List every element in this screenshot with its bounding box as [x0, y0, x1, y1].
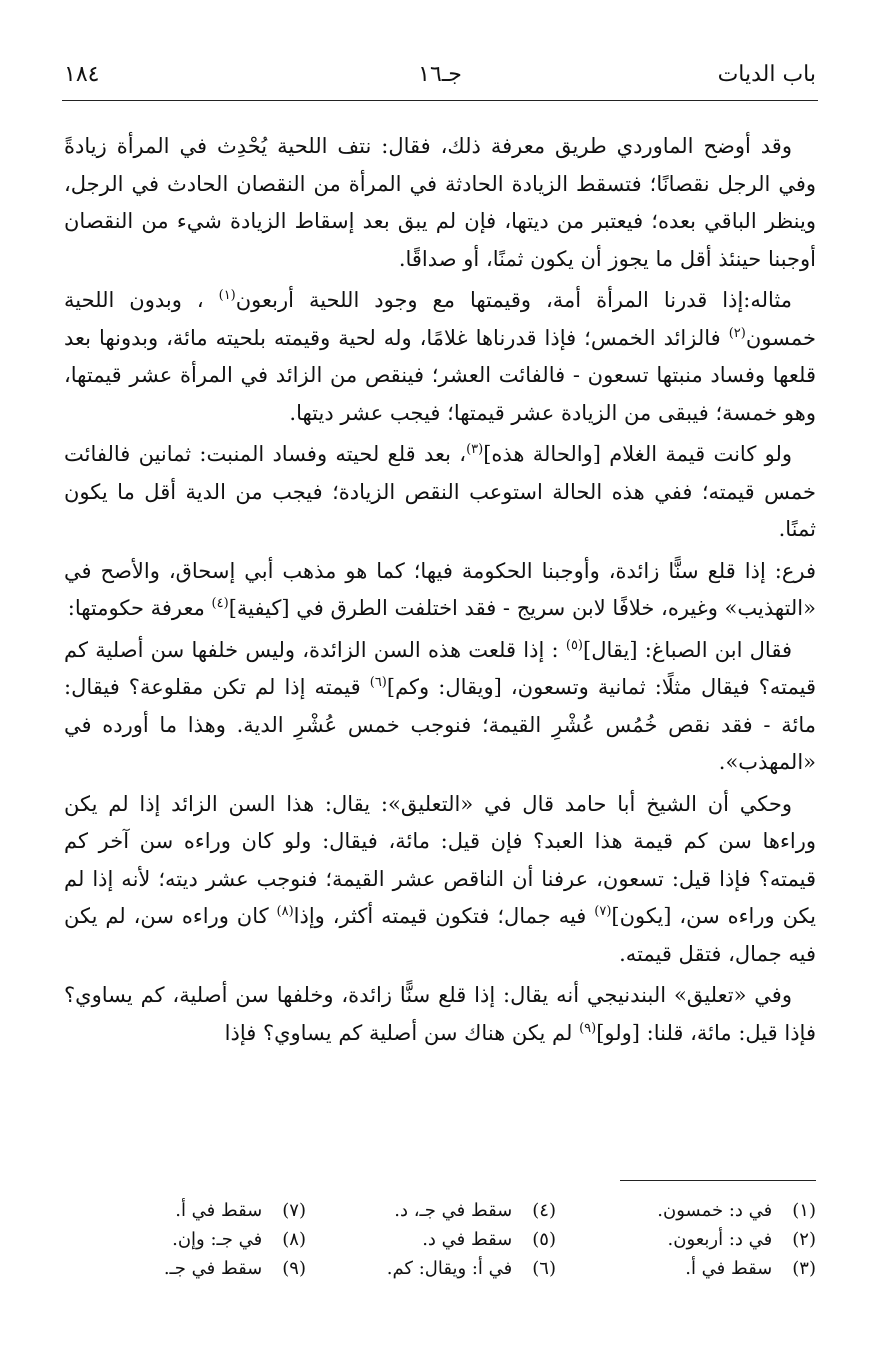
- paragraph: [64, 282, 816, 432]
- footnote-ref: (٩): [579, 1020, 597, 1036]
- text-run: معرفة حكومتها:: [67, 596, 212, 620]
- text-run: ، وبدون اللحية خمسون: [64, 288, 816, 350]
- text-run: قيمته إذا لم تكن مقلوعة؟ فيقال: مائة - فقد نقص خُمُس عُشْرِ القيمة؛ فنوجب خمس عُشْرِ الدية. وهذا ما أورده في «المهذب».: [64, 675, 816, 774]
- footnote-text: في د: أربعون.: [667, 1229, 773, 1250]
- text-run: ولو كانت قيمة الغلام [والحالة هذه]: [483, 442, 792, 466]
- footnote-ref: (٨): [276, 904, 294, 919]
- footnote-number: (٥): [532, 1229, 556, 1250]
- footnote-3: [586, 1254, 816, 1283]
- footnote-6: [326, 1254, 556, 1283]
- text-run: وحكي أن الشيخ أبا حامد قال في «التعليق»: يقال: هذا السن الزائد إذا لم يكن وراءها سن كم قيمة هذا العبد؟ فإن قيل: مائة، فيقال: ولو كان وراءه سن آخر كم قيمته؟ فإذا قيل: تسعون، عرفنا أن الناقص عشر القيمة؛ فنوجب عشر ديته؛ لأنه إذا لم يكن وراءه سن، [يكون]: [64, 791, 816, 928]
- footnote-number: (٤): [532, 1200, 556, 1221]
- text-run: فقال ابن الصباغ: [يقال]: [583, 637, 792, 662]
- text-run: فالزائد الخمس؛ فإذا قدرناها غلامًا، وله لحية وقيمته بلحيته مائة، وبدونها بعد قلعها وفساد منبتها تسعون - فالفائت العشر؛ فينقص من الزائد في المرأة عشر قيمتها، وهو خمسة؛ فيبقى من الزيادة عشر قيمتها؛ فيجب عشر ديتها.: [64, 325, 816, 425]
- text-run: وفي «تعليق» البندنيجي أنه يقال: إذا قلع سنًّا زائدة، وخلفها سن أصلية، كم يساوي؟ فإذا قيل: مائة، قلنا: [ولو]: [64, 983, 816, 1045]
- text-run: : إذا قلعت هذه السن الزائدة، وليس خلفها سن أصلية كم قيمته؟ فيقال مثلًا: ثمانية وتسعون، [ويقال: وكم]: [64, 637, 816, 699]
- text-run: فرع: إذا قلع سنًّا زائدة، وأوجبنا الحكومة فيها؛ كما هو مذهب أبي إسحاق، والأصح في «التهذيب» وغيره، خلافًا لابن سريج - فقد اختلفت الطرق في [كيفية]: [64, 558, 816, 620]
- paragraph: [64, 128, 816, 278]
- volume-label: جـ١٦: [418, 62, 462, 87]
- footnote-number: (٣): [792, 1258, 816, 1279]
- main-text: [64, 128, 816, 1056]
- paragraph: [64, 977, 816, 1052]
- header-divider: [62, 100, 818, 101]
- footnote-text: في أ: ويقال: كم.: [386, 1258, 513, 1279]
- footnote-number: (٧): [282, 1200, 306, 1221]
- footnote-number: (٨): [282, 1229, 306, 1250]
- footnote-8: [76, 1225, 306, 1254]
- paragraph: [64, 553, 816, 628]
- footnote-ref: (٢): [728, 325, 746, 341]
- footnote-ref: (١): [218, 288, 236, 303]
- footnote-9: [76, 1254, 306, 1283]
- text-run: كان وراءه سن، لم يكن فيه جمال، فتقل قيمته.: [64, 904, 816, 966]
- footnote-1: [586, 1196, 816, 1225]
- footnote-text: في جـ: وإن.: [172, 1229, 263, 1250]
- footnotes: [64, 1196, 816, 1296]
- text-run: فيه جمال؛ فتكون قيمته أكثر، وإذا: [293, 904, 595, 928]
- text-run: لم يكن هناك سن أصلية كم يساوي؟ فإذا: [224, 1020, 580, 1045]
- footnote-divider: [620, 1180, 816, 1181]
- footnote-text: سقط في أ.: [685, 1258, 773, 1279]
- footnote-text: سقط في د.: [422, 1229, 513, 1250]
- footnote-number: (٦): [532, 1258, 556, 1279]
- running-header: [64, 62, 816, 96]
- footnote-2: [586, 1225, 816, 1254]
- paragraph: [64, 786, 816, 974]
- text-run: مثاله:إذا قدرنا المرأة أمة، وقيمتها مع وجود اللحية أربعون: [235, 288, 792, 312]
- footnote-ref: (٤): [211, 596, 229, 611]
- text-run: وقد أوضح الماوردي طريق معرفة ذلك، فقال: نتف اللحية يُحْدِث في المرأة زيادةً وفي الرجل نقصانًا؛ فتسقط الزيادة الحادثة في المرأة من النقصان الحادث في الرجل، وينظر الباقي بعده؛ فيعتبر من ديتها، فإن لم يبق بعد إسقاط الزيادة شيء من النقصان أوجبنا حينئذ أقل ما يجوز أن يكون ثمنًا، أو صداقًا.: [64, 134, 816, 271]
- footnote-column-3: [76, 1196, 306, 1283]
- paragraph: [64, 632, 816, 782]
- footnote-5: [326, 1225, 556, 1254]
- footnote-ref: (٦): [369, 675, 387, 690]
- footnote-column-1: [586, 1196, 816, 1283]
- footnote-number: (٢): [792, 1229, 816, 1250]
- footnote-7: [76, 1196, 306, 1225]
- footnote-text: في د: خمسون.: [657, 1200, 773, 1221]
- text-run: ، بعد قلع لحيته وفساد المنبت: ثمانين فالفائت خمس قيمته؛ ففي هذه الحالة استوعب النقص الزيادة؛ فيجب من الدية أقل ما يكون ثمنًا.: [64, 442, 816, 541]
- footnote-text: سقط في أ.: [175, 1200, 263, 1221]
- footnote-number: (٩): [282, 1258, 306, 1279]
- chapter-title: باب الديات: [717, 62, 816, 87]
- page-number: ١٨٤: [64, 62, 100, 87]
- footnote-text: سقط في جـ، د.: [394, 1200, 513, 1221]
- footnote-text: سقط في جـ.: [163, 1258, 263, 1279]
- footnote-ref: (٣): [466, 442, 484, 457]
- paragraph: [64, 436, 816, 549]
- footnote-4: [326, 1196, 556, 1225]
- footnote-ref: (٥): [565, 637, 583, 653]
- footnote-number: (١): [792, 1200, 816, 1221]
- footnote-ref: (٧): [594, 904, 612, 919]
- footnote-column-2: [326, 1196, 556, 1283]
